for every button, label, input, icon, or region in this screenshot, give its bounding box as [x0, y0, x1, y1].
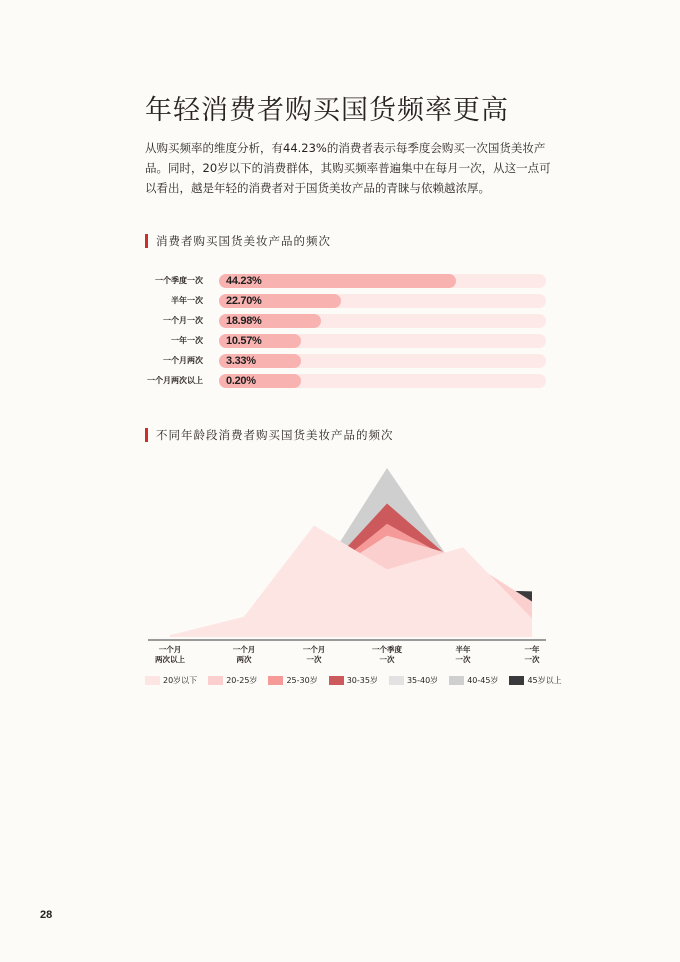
- x-tick-label: 半年 一次: [455, 645, 471, 664]
- bar-value-label: 0.20%: [226, 375, 256, 387]
- legend-item: [329, 675, 378, 686]
- bar-category-label: 一个月两次: [163, 356, 203, 365]
- bar-category-label: 一个月一次: [163, 316, 203, 325]
- legend-item: [449, 675, 498, 686]
- legend-label: 20岁以下: [163, 676, 198, 685]
- legend-swatch: [449, 676, 464, 685]
- legend-item: [268, 675, 317, 686]
- page-title: 年轻消费者购买国货频率更高: [145, 95, 509, 126]
- page-number: 28: [40, 909, 53, 921]
- legend-label: 25-30岁: [286, 676, 318, 685]
- bar-category-label: 半年一次: [171, 296, 203, 305]
- x-tick-label: 一个月 一次: [302, 645, 326, 664]
- bar-value-label: 22.70%: [226, 295, 262, 307]
- legend-swatch: [509, 676, 524, 685]
- legend-label: 20-25岁: [226, 676, 258, 685]
- bar-value-label: 44.23%: [226, 275, 262, 287]
- bar-chart-title: 消费者购买国货美妆产品的频次: [156, 234, 331, 248]
- bar-value-label: 10.57%: [226, 335, 262, 347]
- legend-label: 45岁以上: [527, 676, 562, 685]
- bar-value-label: 18.98%: [226, 315, 262, 327]
- legend-item: [145, 675, 197, 686]
- legend-swatch: [208, 676, 223, 685]
- legend-swatch: [389, 676, 404, 685]
- bar-value-label: 3.33%: [226, 355, 256, 367]
- legend-swatch: [268, 676, 283, 685]
- legend-item: [509, 675, 561, 686]
- intro-paragraph: 从购买频率的维度分析，有44.23%的消费者表示每季度会购买一次国货美妆产品。同时，20岁以下的消费群体，其购买频率普遍集中在每月一次，从这一点可以看出，越是年轻的消费者对于国货美妆产品的青睐与依赖越浓厚。: [145, 141, 551, 195]
- legend-item: [208, 675, 257, 686]
- x-tick-label: 一年 一次: [524, 645, 540, 664]
- legend-label: 30-35岁: [346, 676, 378, 685]
- legend-swatch: [329, 676, 344, 685]
- x-tick-label: 一个月 两次以上: [155, 645, 185, 664]
- x-tick-label: 一个月 两次: [232, 645, 256, 664]
- bar-category-label: 一个月两次以上: [147, 376, 203, 385]
- legend-item: [389, 675, 438, 686]
- legend-label: 35-40岁: [406, 676, 439, 685]
- area-chart-title: 不同年龄段消费者购买国货美妆产品的频次: [156, 428, 394, 442]
- legend-swatch: [145, 676, 160, 685]
- bar-category-label: 一年一次: [171, 336, 203, 345]
- x-tick-label: 一个季度 一次: [372, 645, 402, 664]
- legend-label: 40-45岁: [467, 676, 499, 685]
- area-chart-legend: [145, 675, 573, 686]
- bar-category-label: 一个季度一次: [155, 276, 203, 285]
